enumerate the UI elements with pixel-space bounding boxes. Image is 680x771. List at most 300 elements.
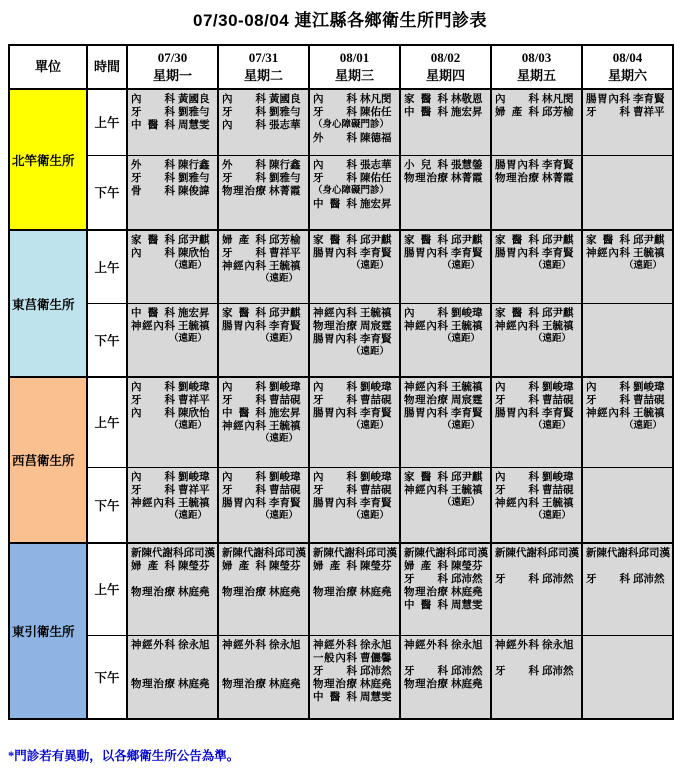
- schedule-entry: [222, 471, 306, 484]
- schedule-entry: [495, 159, 579, 172]
- doctor-name: 劉雅勻: [269, 107, 301, 118]
- schedule-entry: [313, 586, 397, 599]
- session-label-cell: 上午: [87, 230, 127, 303]
- schedule-entry: [313, 106, 397, 119]
- schedule-cell: [309, 467, 400, 543]
- schedule-cell: [218, 303, 309, 377]
- schedule-entry: [222, 484, 306, 497]
- clinic-note: （遠距）: [532, 421, 571, 431]
- dept-label: 神 經 內 科: [404, 320, 448, 332]
- dept-label: 神 經 內 科: [222, 261, 266, 272]
- schedule-entry: [222, 320, 306, 333]
- schedule-entry: [495, 471, 579, 484]
- session-label-cell: 上午: [87, 377, 127, 467]
- dept-label: 物 理 治 療: [495, 172, 539, 184]
- clinic-note: （遠距）: [532, 333, 571, 344]
- schedule-cell: [491, 543, 582, 635]
- schedule-entry: [222, 247, 306, 260]
- schedule-cell: [309, 89, 400, 155]
- dept-label: 神 經 內 科: [586, 408, 630, 419]
- clinic-note: （遠距）: [168, 261, 207, 271]
- schedule-row: [9, 635, 673, 719]
- doctor-name: 劉雅勻: [178, 172, 210, 184]
- schedule-cell: [309, 155, 400, 230]
- doctor-name: 陳行鑫: [178, 159, 210, 171]
- doctor-name: 曹儷馨: [360, 652, 392, 664]
- schedule-entry: [131, 639, 215, 652]
- doctor-name: 陳瑩芬: [360, 561, 392, 572]
- schedule-cell: [491, 155, 582, 230]
- dept-label: 牙 科: [404, 665, 448, 677]
- doctor-name: 曹喆硯: [360, 484, 392, 496]
- doctor-name: 陳行鑫: [269, 159, 301, 171]
- doctor-name: 陳欣怡: [178, 408, 210, 419]
- schedule-entry: [313, 320, 397, 333]
- doctor-name: 李育賢: [360, 408, 392, 419]
- doctor-name: 劉峻瑋: [542, 471, 574, 483]
- schedule-entry: [404, 159, 488, 172]
- doctor-name: 施宏昇: [178, 307, 210, 319]
- schedule-cell: [218, 635, 309, 719]
- dept-label: 牙 科: [586, 395, 630, 406]
- doctor-name: 林庭堯: [451, 678, 483, 690]
- doctor-name: 邱尹麒: [451, 471, 483, 483]
- dept-label: 物 理 治 療: [404, 678, 448, 690]
- schedule-entry: [131, 547, 215, 560]
- dept-label: 腸 胃 內 科: [586, 94, 630, 105]
- schedule-entry: [495, 93, 579, 106]
- schedule-entry: [404, 234, 488, 247]
- doctor-name: 李育賢: [360, 497, 392, 509]
- schedule-cell: [582, 155, 673, 230]
- doctor-name: 陳德福: [360, 133, 392, 144]
- schedule-entry: [404, 639, 488, 652]
- schedule-cell: [218, 377, 309, 467]
- schedule-entry: [222, 547, 306, 560]
- unit-name-cell: 北竿衛生所: [9, 89, 87, 230]
- unit-name-cell: 西莒衛生所: [9, 377, 87, 543]
- doctor-name: 邱司漢: [274, 548, 306, 559]
- schedule-entry: [222, 106, 306, 119]
- dept-label: 物 理 治 療: [313, 320, 357, 332]
- day-header: [218, 45, 309, 89]
- schedule-entry: [586, 407, 670, 420]
- dept-label: 內 科: [495, 382, 539, 393]
- schedule-entry: [495, 234, 579, 247]
- schedule-entry: [495, 497, 579, 510]
- doctor-name: 林庭堯: [178, 587, 210, 598]
- doctor-name: 李育賢: [542, 159, 574, 171]
- dept-label: 神 經 外 科: [495, 639, 539, 651]
- clinic-note: （遠距）: [441, 421, 480, 431]
- dept-label: 內 科: [313, 382, 357, 393]
- dept-label: 神 經 外 科: [222, 639, 266, 651]
- doctor-name: 周慧雯: [451, 600, 483, 611]
- dept-label: 腸 胃 內 科: [313, 248, 357, 259]
- doctor-name: 曹喆硯: [269, 484, 301, 496]
- dept-label: 物 理 治 療: [404, 587, 448, 598]
- dept-label: 家 醫 科: [404, 94, 448, 105]
- schedule-cell: [582, 377, 673, 467]
- dept-label: 內 科: [131, 382, 175, 393]
- clinic-note: （遠距）: [441, 497, 480, 508]
- doctor-name: 邱司漢: [547, 548, 579, 559]
- doctor-name: 邱尹麒: [633, 235, 665, 246]
- session-label-cell: 上午: [87, 543, 127, 635]
- schedule-cell: [400, 89, 491, 155]
- dept-label: 物 理 治 療: [404, 395, 448, 406]
- dept-label: 內 科: [222, 94, 266, 105]
- day-header: [309, 45, 400, 89]
- schedule-entry: [222, 381, 306, 394]
- session-label-cell: 下午: [87, 635, 127, 719]
- clinic-note: （遠距）: [350, 510, 389, 521]
- doctor-name: 李育賢: [542, 408, 574, 419]
- doctor-name: 劉峻瑋: [451, 307, 483, 319]
- schedule-entry: [313, 93, 397, 106]
- schedule-entry: [404, 320, 488, 333]
- schedule-entry: [131, 484, 215, 497]
- schedule-cell: [309, 303, 400, 377]
- doctor-name: 劉峻瑋: [633, 382, 665, 393]
- doctor-name: 林敬恩: [451, 94, 483, 105]
- dept-label: 物 理 治 療: [222, 587, 266, 598]
- dept-label: 腸 胃 內 科: [495, 159, 539, 171]
- schedule-cell: [582, 635, 673, 719]
- doctor-name: 邱芳榆: [542, 107, 574, 118]
- schedule-entry: [131, 119, 215, 132]
- clinic-note: （遠距）: [441, 261, 480, 271]
- schedule-entry: [404, 599, 488, 612]
- day-date: 07/30: [157, 50, 188, 66]
- blank-line: [131, 665, 215, 678]
- doctor-name: 邱沛然: [360, 665, 392, 677]
- schedule-entry: [131, 407, 215, 420]
- schedule-entry: [586, 573, 670, 586]
- schedule-row: [9, 467, 673, 543]
- dept-label: 牙 科: [131, 172, 175, 184]
- doctor-name: 李育賢: [542, 248, 574, 259]
- clinic-note: （遠距）: [350, 346, 389, 357]
- unit-name-cell: 東引衛生所: [9, 543, 87, 719]
- doctor-name: 王毓禛: [542, 497, 574, 509]
- doctor-name: 王毓禛: [542, 320, 574, 332]
- doctor-name: 曹喆硯: [542, 484, 574, 496]
- schedule-cell: [127, 230, 218, 303]
- doctor-name: 邱沛然: [542, 665, 574, 677]
- schedule-cell: [400, 467, 491, 543]
- doctor-name: 王毓禛: [178, 497, 210, 509]
- day-date: 08/04: [612, 50, 643, 66]
- doctor-name: 劉峻瑋: [178, 471, 210, 483]
- schedule-entry: [404, 106, 488, 119]
- day-date: 08/03: [521, 50, 552, 66]
- clinic-note: （遠距）: [623, 421, 662, 431]
- dept-label: 家 醫 科: [222, 307, 266, 319]
- schedule-entry: [131, 586, 215, 599]
- dept-label: 物 理 治 療: [131, 678, 175, 690]
- doctor-name: 周慧雯: [360, 691, 392, 703]
- doctor-name: 李育賢: [633, 94, 665, 105]
- schedule-cell: [127, 543, 218, 635]
- doctor-name: 陳欣怡: [178, 248, 210, 259]
- dept-label: 內 科: [404, 307, 448, 319]
- doctor-name: 林凡閔: [542, 94, 574, 105]
- day-weekday: 星期四: [425, 68, 465, 83]
- schedule-entry: [222, 639, 306, 652]
- doctor-name: 張志華: [360, 159, 392, 171]
- doctor-name: 邱沛然: [451, 665, 483, 677]
- day-header: [491, 45, 582, 89]
- clinic-note: （遠距）: [441, 333, 480, 344]
- dept-label: 家 醫 科: [131, 235, 175, 246]
- schedule-entry: [131, 560, 215, 573]
- dept-label: 物 理 治 療: [313, 587, 357, 598]
- doctor-name: 林庭堯: [451, 587, 483, 598]
- schedule-entry: [222, 260, 306, 273]
- dept-label: 內 科: [495, 471, 539, 483]
- clinic-note: （遠距）: [168, 333, 207, 344]
- blank-line: [131, 652, 215, 665]
- doctor-name: 劉雅勻: [178, 107, 210, 118]
- dept-label: 神 經 內 科: [495, 320, 539, 332]
- dept-label: 新 陳 代 謝 科: [404, 548, 457, 559]
- dept-label: 外 科: [313, 133, 357, 144]
- schedule-entry: [495, 394, 579, 407]
- schedule-entry: [404, 381, 488, 394]
- clinic-note: （遠距）: [168, 421, 207, 431]
- schedule-row: [9, 155, 673, 230]
- clinic-note: （遠距）: [532, 261, 571, 271]
- clinic-note: （遠距）: [259, 510, 298, 521]
- doctor-name: 張慧鎣: [451, 159, 483, 171]
- schedule-cell: [400, 303, 491, 377]
- schedule-entry: [131, 307, 215, 320]
- clinic-note: （遠距）: [623, 261, 662, 271]
- day-date: 08/01: [339, 50, 370, 66]
- dept-label: 牙 科: [313, 395, 357, 406]
- schedule-cell: [582, 303, 673, 377]
- dept-label: 中 醫 科: [222, 408, 266, 419]
- schedule-row: [9, 303, 673, 377]
- doctor-name: 林菁霞: [269, 185, 301, 197]
- doctor-name: 邱尹麒: [360, 235, 392, 246]
- schedule-entry: [313, 471, 397, 484]
- schedule-entry: [222, 119, 306, 132]
- doctor-name: 曹祥平: [633, 107, 665, 118]
- doctor-name: 邱芳榆: [269, 235, 301, 246]
- schedule-entry: [495, 307, 579, 320]
- schedule-entry: [313, 639, 397, 652]
- doctor-name: 王毓禛: [451, 484, 483, 496]
- doctor-name: 林庭堯: [360, 587, 392, 598]
- day-header: [582, 45, 673, 89]
- schedule-cell: [127, 467, 218, 543]
- dept-label: 腸 胃 內 科: [313, 497, 357, 509]
- dept-label: 家 醫 科: [404, 471, 448, 483]
- doctor-name: 曹祥平: [269, 248, 301, 259]
- schedule-entry: [586, 234, 670, 247]
- doctor-name: 李育賢: [360, 248, 392, 259]
- schedule-cell: [400, 230, 491, 303]
- dept-label: 物 理 治 療: [313, 678, 357, 690]
- schedule-entry: [404, 665, 488, 678]
- schedule-cell: [309, 230, 400, 303]
- schedule-entry: [404, 547, 488, 560]
- schedule-entry: [586, 247, 670, 260]
- schedule-entry: [495, 407, 579, 420]
- schedule-cell: [127, 635, 218, 719]
- session-label-cell: 下午: [87, 303, 127, 377]
- dept-label: 牙 科: [313, 665, 357, 677]
- doctor-name: 林菁霞: [451, 172, 483, 184]
- day-weekday: 星期三: [334, 68, 374, 83]
- doctor-name: 邱沛然: [633, 574, 665, 585]
- schedule-entry: [313, 132, 397, 145]
- doctor-name: 曹喆硯: [269, 395, 301, 406]
- schedule-entry: [222, 678, 306, 691]
- dept-label: 腸 胃 內 科: [313, 408, 357, 419]
- dept-label: 婦 產 科: [495, 107, 539, 118]
- dept-label: 內 科: [586, 382, 630, 393]
- dept-label: 牙 科: [495, 395, 539, 406]
- doctor-name: 周慧雯: [178, 120, 210, 131]
- schedule-entry: [222, 394, 306, 407]
- dept-label: 內 科: [131, 248, 175, 259]
- schedule-entry: [313, 307, 397, 320]
- schedule-entry: [222, 159, 306, 172]
- dept-label: 新 陳 代 謝 科: [495, 548, 548, 559]
- dept-label: 神 經 外 科: [404, 639, 448, 651]
- doctor-name: 陳佑任: [360, 172, 392, 184]
- clinic-note: （遠距）: [259, 333, 298, 344]
- dept-label: 牙 科: [222, 107, 266, 118]
- unit-name-cell: 東莒衛生所: [9, 230, 87, 377]
- doctor-name: 曹喆硯: [360, 395, 392, 406]
- schedule-entry: [222, 234, 306, 247]
- header-row: [9, 45, 673, 89]
- dept-label: 中 醫 科: [404, 600, 448, 611]
- schedule-entry: [404, 484, 488, 497]
- schedule-cell: [491, 377, 582, 467]
- dept-label: 內 科: [222, 471, 266, 483]
- schedule-cell: [582, 89, 673, 155]
- dept-label: 小 兒 科: [404, 159, 448, 171]
- doctor-name: 曹祥平: [178, 395, 210, 406]
- dept-label: 神 經 內 科: [131, 320, 175, 332]
- doctor-name: 李育賢: [269, 320, 301, 332]
- dept-label: 牙 科: [222, 395, 266, 406]
- dept-label: 牙 科: [495, 665, 539, 677]
- schedule-entry: [313, 407, 397, 420]
- schedule-cell: [400, 543, 491, 635]
- dept-label: 牙 科: [131, 395, 175, 406]
- doctor-name: 黃國良: [269, 94, 301, 105]
- schedule-entry: [404, 93, 488, 106]
- session-label-cell: 上午: [87, 89, 127, 155]
- dept-label: 家 醫 科: [495, 307, 539, 319]
- doctor-name: 王毓禛: [451, 382, 483, 393]
- dept-label: 外 科: [222, 159, 266, 171]
- schedule-entry: [131, 93, 215, 106]
- dept-label: 婦 產 科: [404, 561, 448, 572]
- doctor-name: 劉峻瑋: [178, 382, 210, 393]
- dept-label: 牙 科: [404, 574, 448, 585]
- schedule-cell: [127, 377, 218, 467]
- day-weekday: 星期五: [516, 68, 556, 83]
- dept-label: 婦 產 科: [222, 235, 266, 246]
- schedule-entry: [131, 159, 215, 172]
- doctor-name: 陳瑩芬: [178, 561, 210, 572]
- dept-label: 神 經 外 科: [131, 639, 175, 651]
- schedule-entry: [495, 172, 579, 185]
- doctor-name: 曹喆硯: [542, 395, 574, 406]
- schedule-cell: [127, 303, 218, 377]
- schedule-entry: [495, 639, 579, 652]
- doctor-name: 徐永旭: [269, 639, 301, 651]
- doctor-name: 劉峻瑋: [269, 471, 301, 483]
- dept-label: 腸 胃 內 科: [404, 408, 448, 419]
- day-header: [400, 45, 491, 89]
- schedule-cell: [491, 89, 582, 155]
- dept-label: 神 經 內 科: [131, 497, 175, 509]
- schedule-entry: [313, 394, 397, 407]
- doctor-name: 王毓禛: [269, 421, 301, 432]
- schedule-entry: [222, 407, 306, 420]
- schedule-cell: [127, 155, 218, 230]
- schedule-entry: [131, 394, 215, 407]
- schedule-entry: [313, 497, 397, 510]
- dept-label: 中 醫 科: [131, 120, 175, 131]
- doctor-name: 邱尹麒: [451, 235, 483, 246]
- schedule-entry: [586, 547, 670, 560]
- doctor-name: 林庭堯: [178, 678, 210, 690]
- schedule-entry: [131, 234, 215, 247]
- clinic-note: （遠距）: [259, 434, 298, 444]
- doctor-name: 張志華: [269, 120, 301, 131]
- doctor-name: 施宏昇: [269, 408, 301, 419]
- dept-label: 新 陳 代 謝 科: [131, 548, 184, 559]
- schedule-row: [9, 543, 673, 635]
- blank-line: [495, 652, 579, 665]
- schedule-entry: [313, 484, 397, 497]
- doctor-name: 林庭堯: [269, 587, 301, 598]
- schedule-entry: [313, 381, 397, 394]
- schedule-entry: [586, 381, 670, 394]
- schedule-entry: [131, 247, 215, 260]
- doctor-name: 黃國良: [178, 94, 210, 105]
- doctor-name: 邱尹麒: [542, 307, 574, 319]
- doctor-name: 王毓禛: [269, 261, 301, 272]
- doctor-name: 陳瑩芬: [451, 561, 483, 572]
- schedule-entry: [313, 333, 397, 346]
- dept-label: 中 醫 科: [313, 198, 357, 210]
- doctor-name: 李育賢: [451, 408, 483, 419]
- doctor-name: 陳佑任: [360, 107, 392, 118]
- day-weekday: 星期六: [607, 68, 647, 83]
- dept-label: 神 經 內 科: [404, 382, 448, 393]
- schedule-cell: [218, 467, 309, 543]
- doctor-name: 劉雅勻: [269, 172, 301, 184]
- dept-label: 一 般 內 科: [313, 652, 357, 664]
- dept-label: 內 科: [313, 471, 357, 483]
- doctor-name: 周宸霆: [451, 395, 483, 406]
- dept-label: 內 科: [131, 408, 175, 419]
- doctor-name: 劉峻瑋: [542, 382, 574, 393]
- schedule-entry: [222, 586, 306, 599]
- schedule-entry: [222, 497, 306, 510]
- dept-label: 物 理 治 療: [131, 587, 175, 598]
